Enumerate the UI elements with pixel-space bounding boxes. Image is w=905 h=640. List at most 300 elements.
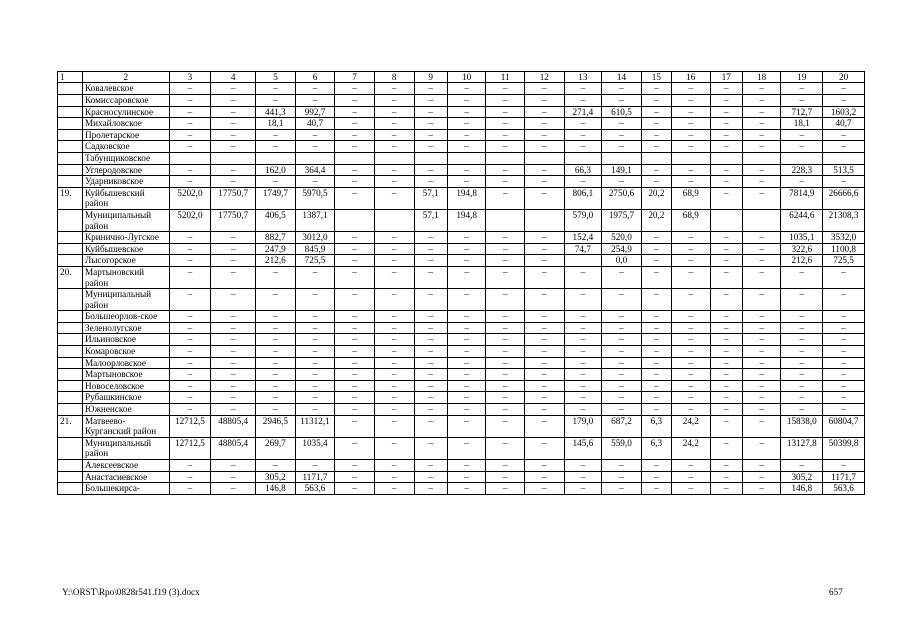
row-number [58,152,83,164]
table-cell: – [447,392,486,404]
table-cell: – [641,106,671,118]
table-cell: 12712,5 [169,415,211,437]
row-number [58,141,83,153]
table-cell: – [414,357,447,369]
territory-name: Михайловское [83,118,170,130]
table-cell: – [374,369,414,381]
column-header: 15 [641,72,671,83]
territory-name: Углеродовское [83,164,170,176]
table-cell: – [256,392,296,404]
table-cell: – [710,311,742,323]
table-cell: 725,5 [295,255,335,267]
table-cell: 3012,0 [295,232,335,244]
table-row [58,164,865,176]
table-cell: 194,8 [447,187,486,209]
table-row [58,415,865,437]
table-row [58,232,865,244]
table-cell: – [671,95,710,107]
territory-name: Алексеевское [83,460,170,472]
table-cell: – [211,243,256,255]
row-number: 19. [58,187,83,209]
table-cell: 610,5 [602,106,642,118]
table-cell: – [564,369,602,381]
table-cell: – [671,255,710,267]
table-cell: – [781,460,823,472]
table-cell: – [374,243,414,255]
table-cell: – [486,106,525,118]
row-number [58,404,83,416]
table-cell: – [641,392,671,404]
table-cell: – [710,404,742,416]
table-cell: – [671,369,710,381]
column-header: 7 [335,72,375,83]
table-cell: – [414,255,447,267]
table-cell: 50399,8 [823,437,865,459]
table-cell: – [211,95,256,107]
table-cell: – [641,346,671,358]
table-cell: – [742,141,781,153]
table-cell: – [602,471,642,483]
table-cell: – [486,95,525,107]
table-cell: – [374,289,414,311]
column-header: 12 [525,72,565,83]
table-cell: – [486,255,525,267]
table-cell: – [525,255,565,267]
table-cell: – [671,357,710,369]
territory-name: Малоорловское [83,357,170,369]
table-cell: – [211,334,256,346]
table-cell: – [256,334,296,346]
table-cell: – [211,392,256,404]
table-cell: – [486,141,525,153]
table-cell: 406,5 [256,209,296,231]
table-cell: – [781,95,823,107]
table-cell: – [641,255,671,267]
table-cell: – [486,369,525,381]
table-cell: – [169,392,211,404]
table-cell: – [414,380,447,392]
table-cell: – [641,266,671,288]
row-number [58,460,83,472]
table-cell [295,152,335,164]
table-cell: – [211,311,256,323]
row-number [58,289,83,311]
table-cell: 6244,6 [781,209,823,231]
table-cell: – [486,415,525,437]
table-cell: – [671,118,710,130]
table-row [58,322,865,334]
table-cell: – [374,380,414,392]
table-cell: – [525,460,565,472]
table-cell: – [169,243,211,255]
table-cell: – [256,83,296,95]
table-cell: 12712,5 [169,437,211,459]
table-cell: 882,7 [256,232,296,244]
table-cell: – [335,176,375,188]
row-number [58,255,83,267]
table-cell: – [564,322,602,334]
territory-name: Муниципальный район [83,209,170,231]
table-cell: 48805,4 [211,415,256,437]
table-cell [169,152,211,164]
table-cell: – [447,141,486,153]
table-cell: – [335,311,375,323]
table-cell [486,152,525,164]
table-cell: 3532,0 [823,232,865,244]
table-cell: – [742,437,781,459]
table-row [58,141,865,153]
table-cell: 149,1 [602,164,642,176]
table-cell [564,255,602,267]
table-cell: – [256,176,296,188]
table-cell: – [525,311,565,323]
table-cell: – [486,483,525,495]
table-cell: – [742,232,781,244]
table-cell: – [414,483,447,495]
table-cell: – [602,346,642,358]
table-cell: 57,1 [414,187,447,209]
table-cell: – [447,369,486,381]
table-cell: – [374,415,414,437]
table-cell: 40,7 [295,118,335,130]
table-cell: – [256,141,296,153]
table-row [58,392,865,404]
table-cell: – [295,266,335,288]
table-cell: – [295,95,335,107]
table-cell: – [742,483,781,495]
table-cell: 194,8 [447,209,486,231]
table-cell: – [414,232,447,244]
table-cell [710,152,742,164]
table-cell: – [374,334,414,346]
table-cell: 152,4 [564,232,602,244]
table-cell: – [414,266,447,288]
row-number [58,357,83,369]
territory-name: Новоселовское [83,380,170,392]
table-cell: – [525,243,565,255]
table-cell: – [641,404,671,416]
table-cell [256,152,296,164]
table-cell: 0,0 [602,255,642,267]
row-number [58,95,83,107]
table-cell: 1749,7 [256,187,296,209]
table-cell [823,152,865,164]
table-cell: 212,6 [781,255,823,267]
table-cell: – [564,357,602,369]
table-cell: – [256,404,296,416]
table-cell: – [742,243,781,255]
table-cell: – [525,357,565,369]
table-cell: – [525,176,565,188]
table-cell: 17750,7 [211,187,256,209]
table-cell: – [169,380,211,392]
territory-name: Зеленолугское [83,322,170,334]
table-row [58,380,865,392]
table-cell: – [823,266,865,288]
table-cell: – [335,471,375,483]
table-cell: – [602,95,642,107]
table-cell: 1975,7 [602,209,642,231]
table-cell: – [742,311,781,323]
row-number [58,437,83,459]
table-cell: 269,7 [256,437,296,459]
table-cell: – [335,118,375,130]
table-cell: – [671,460,710,472]
table-cell: – [211,404,256,416]
table-cell: – [641,129,671,141]
table-cell: – [211,266,256,288]
table-row [58,106,865,118]
table-cell: – [486,187,525,209]
territory-name: Большеорлов-ское [83,311,170,323]
table-cell [781,152,823,164]
table-cell: – [414,164,447,176]
table-row [58,357,865,369]
row-number [58,334,83,346]
table-cell: – [525,95,565,107]
territory-name: Южненское [83,404,170,416]
table-cell: – [169,460,211,472]
table-cell: – [823,334,865,346]
table-cell: – [602,311,642,323]
table-cell: – [486,437,525,459]
table-cell: – [602,380,642,392]
table-cell: – [823,322,865,334]
table-cell: – [414,437,447,459]
table-cell: 2946,5 [256,415,296,437]
table-cell: – [641,334,671,346]
table-cell: – [823,95,865,107]
table-cell: – [169,289,211,311]
table-cell: – [781,392,823,404]
table-cell: 68,9 [671,209,710,231]
table-cell [564,152,602,164]
table-cell [211,152,256,164]
table-cell: – [710,243,742,255]
table-cell: – [414,106,447,118]
table-cell: – [823,129,865,141]
table-cell: – [781,404,823,416]
table-cell: – [335,243,375,255]
table-cell [374,209,414,231]
table-cell: – [295,334,335,346]
table-cell: – [211,176,256,188]
table-cell: – [641,380,671,392]
header-row [58,72,865,83]
table-cell: – [671,289,710,311]
table-cell: – [602,357,642,369]
table-cell: – [447,266,486,288]
table-cell: – [374,483,414,495]
table-cell: – [335,369,375,381]
table-cell: – [602,460,642,472]
table-cell: – [374,346,414,358]
table-cell: – [525,471,565,483]
table-cell: 68,9 [671,187,710,209]
row-number [58,164,83,176]
table-cell [742,209,781,231]
table-cell: – [374,141,414,153]
table-cell: – [335,83,375,95]
table-cell: – [742,83,781,95]
table-cell: – [414,415,447,437]
table-row [58,404,865,416]
table-cell: – [447,415,486,437]
table-cell: – [710,176,742,188]
table-cell: – [335,141,375,153]
table-cell: – [486,357,525,369]
table-cell: – [641,243,671,255]
table-cell [742,152,781,164]
column-header: 5 [256,72,296,83]
table-cell: 18,1 [256,118,296,130]
table-cell: – [823,392,865,404]
table-cell: – [211,164,256,176]
table-cell: – [781,380,823,392]
table-cell: – [602,176,642,188]
table-cell: 305,2 [781,471,823,483]
table-cell: – [641,311,671,323]
table-cell: – [710,460,742,472]
table-cell: 579,0 [564,209,602,231]
table-cell [335,209,375,231]
table-cell: – [486,404,525,416]
table-cell: – [525,483,565,495]
table-cell: – [169,334,211,346]
table-cell: – [823,83,865,95]
table-cell: 26666,6 [823,187,865,209]
table-cell: – [414,243,447,255]
table-cell: 520,0 [602,232,642,244]
table-cell: – [641,141,671,153]
table-cell: – [710,255,742,267]
table-cell [447,152,486,164]
row-number [58,243,83,255]
table-cell: – [169,129,211,141]
table-cell: – [335,334,375,346]
table-cell: – [486,83,525,95]
table-cell: – [486,334,525,346]
table-cell: – [169,357,211,369]
table-cell: – [486,289,525,311]
table-cell: 24,2 [671,415,710,437]
table-cell: – [823,380,865,392]
table-cell: – [823,311,865,323]
table-cell: – [525,187,565,209]
table-cell: – [414,141,447,153]
table-cell: – [414,118,447,130]
table-cell: 1035,4 [295,437,335,459]
table-cell: – [295,322,335,334]
table-cell: – [211,83,256,95]
table-cell: – [602,369,642,381]
territory-name: Муниципальный район [83,437,170,459]
table-cell: – [671,392,710,404]
table-cell [374,152,414,164]
table-cell: – [414,129,447,141]
table-cell: – [710,118,742,130]
table-cell: – [256,322,296,334]
table-cell: – [211,232,256,244]
table-cell: – [742,334,781,346]
table-cell: – [169,483,211,495]
table-cell: – [335,95,375,107]
table-cell: – [525,266,565,288]
table-cell: – [335,266,375,288]
table-cell: – [447,380,486,392]
table-cell: – [335,164,375,176]
table-cell: – [525,334,565,346]
table-cell: 5970,5 [295,187,335,209]
table-cell: – [742,369,781,381]
table-cell: 24,2 [671,437,710,459]
table-cell: – [374,187,414,209]
table-cell: – [374,106,414,118]
table-cell: 1171,7 [823,471,865,483]
table-cell: – [335,187,375,209]
table-cell: – [742,164,781,176]
table-cell: – [295,460,335,472]
table-cell: – [256,266,296,288]
table-cell: – [295,380,335,392]
territory-name: Мартыновское [83,369,170,381]
row-number [58,369,83,381]
table-cell: – [641,232,671,244]
table-cell: – [525,289,565,311]
table-cell: – [564,266,602,288]
table-cell: – [169,346,211,358]
row-number [58,106,83,118]
table-cell: – [486,380,525,392]
table-cell: – [641,471,671,483]
row-number [58,129,83,141]
table-cell: – [781,266,823,288]
table-row [58,152,865,164]
table-cell: – [671,106,710,118]
table-cell: – [602,322,642,334]
table-cell: – [710,232,742,244]
table-cell: – [447,404,486,416]
column-header: 10 [447,72,486,83]
table-cell: – [447,289,486,311]
table-cell: 6,3 [641,437,671,459]
table-cell: – [447,322,486,334]
table-cell: – [211,129,256,141]
table-cell: – [564,129,602,141]
table-cell: – [781,322,823,334]
territory-name: Пролетарское [83,129,170,141]
table-row [58,437,865,459]
column-header: 13 [564,72,602,83]
table-cell: – [781,289,823,311]
table-cell: – [641,322,671,334]
table-cell: 712,7 [781,106,823,118]
table-cell: – [602,141,642,153]
table-cell: – [710,129,742,141]
table-cell: – [602,129,642,141]
table-cell: – [169,118,211,130]
table-cell: – [486,176,525,188]
table-cell: – [525,106,565,118]
table-cell: – [295,83,335,95]
table-cell: – [671,483,710,495]
table-cell: – [211,141,256,153]
table-cell: – [447,83,486,95]
table-cell: – [414,392,447,404]
table-cell: – [602,404,642,416]
table-cell: – [525,404,565,416]
table-cell: – [823,404,865,416]
